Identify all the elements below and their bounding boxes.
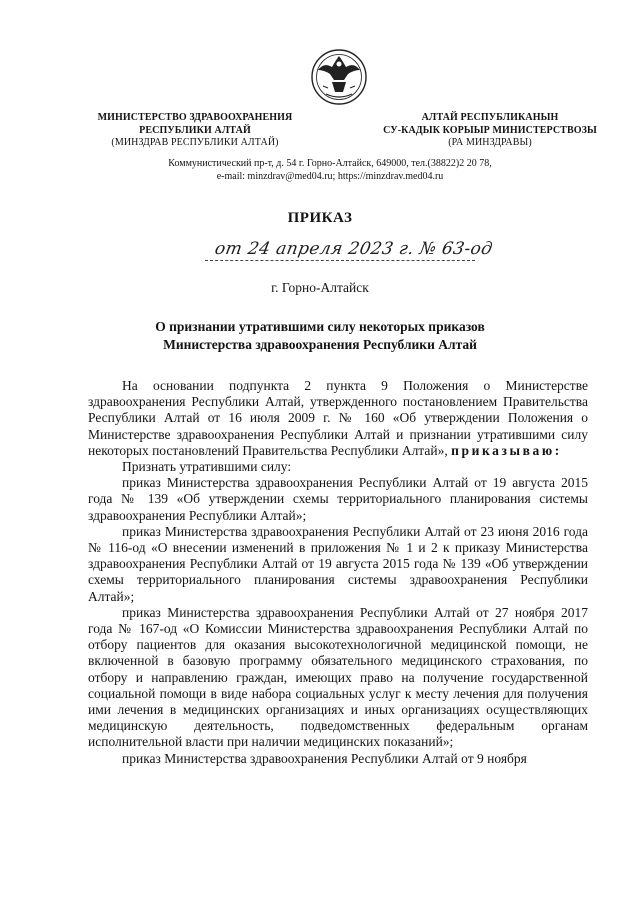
document-title — [80, 318, 560, 354]
title-line2: Министерства здравоохранения Республики Алтай — [163, 337, 477, 352]
paragraph-order-139: приказ Министерства здравоохранения Республики Алтай от 19 августа 2015 года № 139 «Об утверждении схемы территориального планирования системы здравоохранения Республики Алтай»; — [88, 475, 588, 523]
altai-republic-emblem-icon — [310, 48, 368, 106]
ministry-name-line3: (МИНЗДРАВ РЕСПУБЛИКИ АЛТАЙ) — [111, 137, 279, 148]
paragraph-order-116: приказ Министерства здравоохранения Республики Алтай от 23 июня 2016 года № 116-од «О внесении изменений в приложения № 1 и 2 к приказу Министерства здравоохранения Республики Алтай от 19 августа 2015 года № 139 «Об утверждении схемы территориального планирования системы здравоохранения Республики Алтай»; — [88, 523, 588, 604]
paragraph-basis-text: На основании подпункта 2 пункта 9 Положения о Министерстве здравоохранения Республики Алтай, утвержденного постановлением Правительства Республики Алтай от 16 июля 2009 г. № 160 «Об утверждении Положения о Министерстве здравоохранения Республики Алтай и признании утратившими силу некоторых постановлений Правительства Республики Алтай», — [88, 378, 588, 458]
date-number-field — [205, 235, 495, 265]
ministry-name-russian — [90, 112, 300, 150]
ministry-altai-line1: АЛТАЙ РЕСПУБЛИКАНЫН — [421, 112, 559, 123]
ministry-name-line1: МИНИСТЕРСТВО ЗДРАВООХРАНЕНИЯ — [97, 112, 293, 123]
paragraph-order-167: приказ Министерства здравоохранения Республики Алтай от 27 ноября 2017 года № 167-од «О Комиссии Министерства здравоохранения Республики Алтай по отбору пациентов для оказания высокотехнологичной медицинской помощи, не включенной в базовую программу обязательного медицинского страхования, по отбору и направлению граждан, имеющих право на получение государственной социальной помощи в виде набора социальных услуг к месту лечения для получения ими лечения в медицинских организациях и иных организациях осуществляющих медицинскую деятельность, подведомственных федеральным органам исполнительной власти при наличии медицинских показаний»; — [88, 604, 588, 750]
paragraph-order-november: приказ Министерства здравоохранения Республики Алтай от 9 ноября — [122, 750, 527, 766]
email-line: e-mail: minzdrav@med04.ru; https://minzdrav.med04.ru — [216, 170, 444, 182]
paragraph-declare: Признать утратившими силу: — [122, 459, 292, 475]
document-type: ПРИКАЗ — [287, 210, 353, 226]
order-keyword: приказываю: — [451, 442, 562, 458]
ministry-altai-line2: СУ-КАДЫК КОРЫЫР МИНИСТЕРСТВОЗЫ — [383, 124, 597, 136]
contact-info — [120, 158, 540, 183]
date-underline — [205, 260, 475, 261]
document-body — [88, 378, 588, 767]
ministry-altai-line3: (РА МИНЗДРАВЫ) — [448, 137, 532, 148]
handwritten-date-number: от 24 апреля 2023 г. № 63-од — [213, 239, 495, 259]
ministry-name-altai — [380, 112, 600, 150]
paragraph-basis — [88, 378, 588, 459]
address-line: Коммунистический пр-т, д. 54 г. Горно-Алтайск, 649000, тел.(38822)2 20 78, — [168, 158, 492, 169]
ministry-name-line2: РЕСПУБЛИКИ АЛТАЙ — [139, 124, 251, 136]
title-line1: О признании утратившими силу некоторых приказов — [155, 319, 485, 334]
city-name: г. Горно-Алтайск — [271, 280, 369, 295]
